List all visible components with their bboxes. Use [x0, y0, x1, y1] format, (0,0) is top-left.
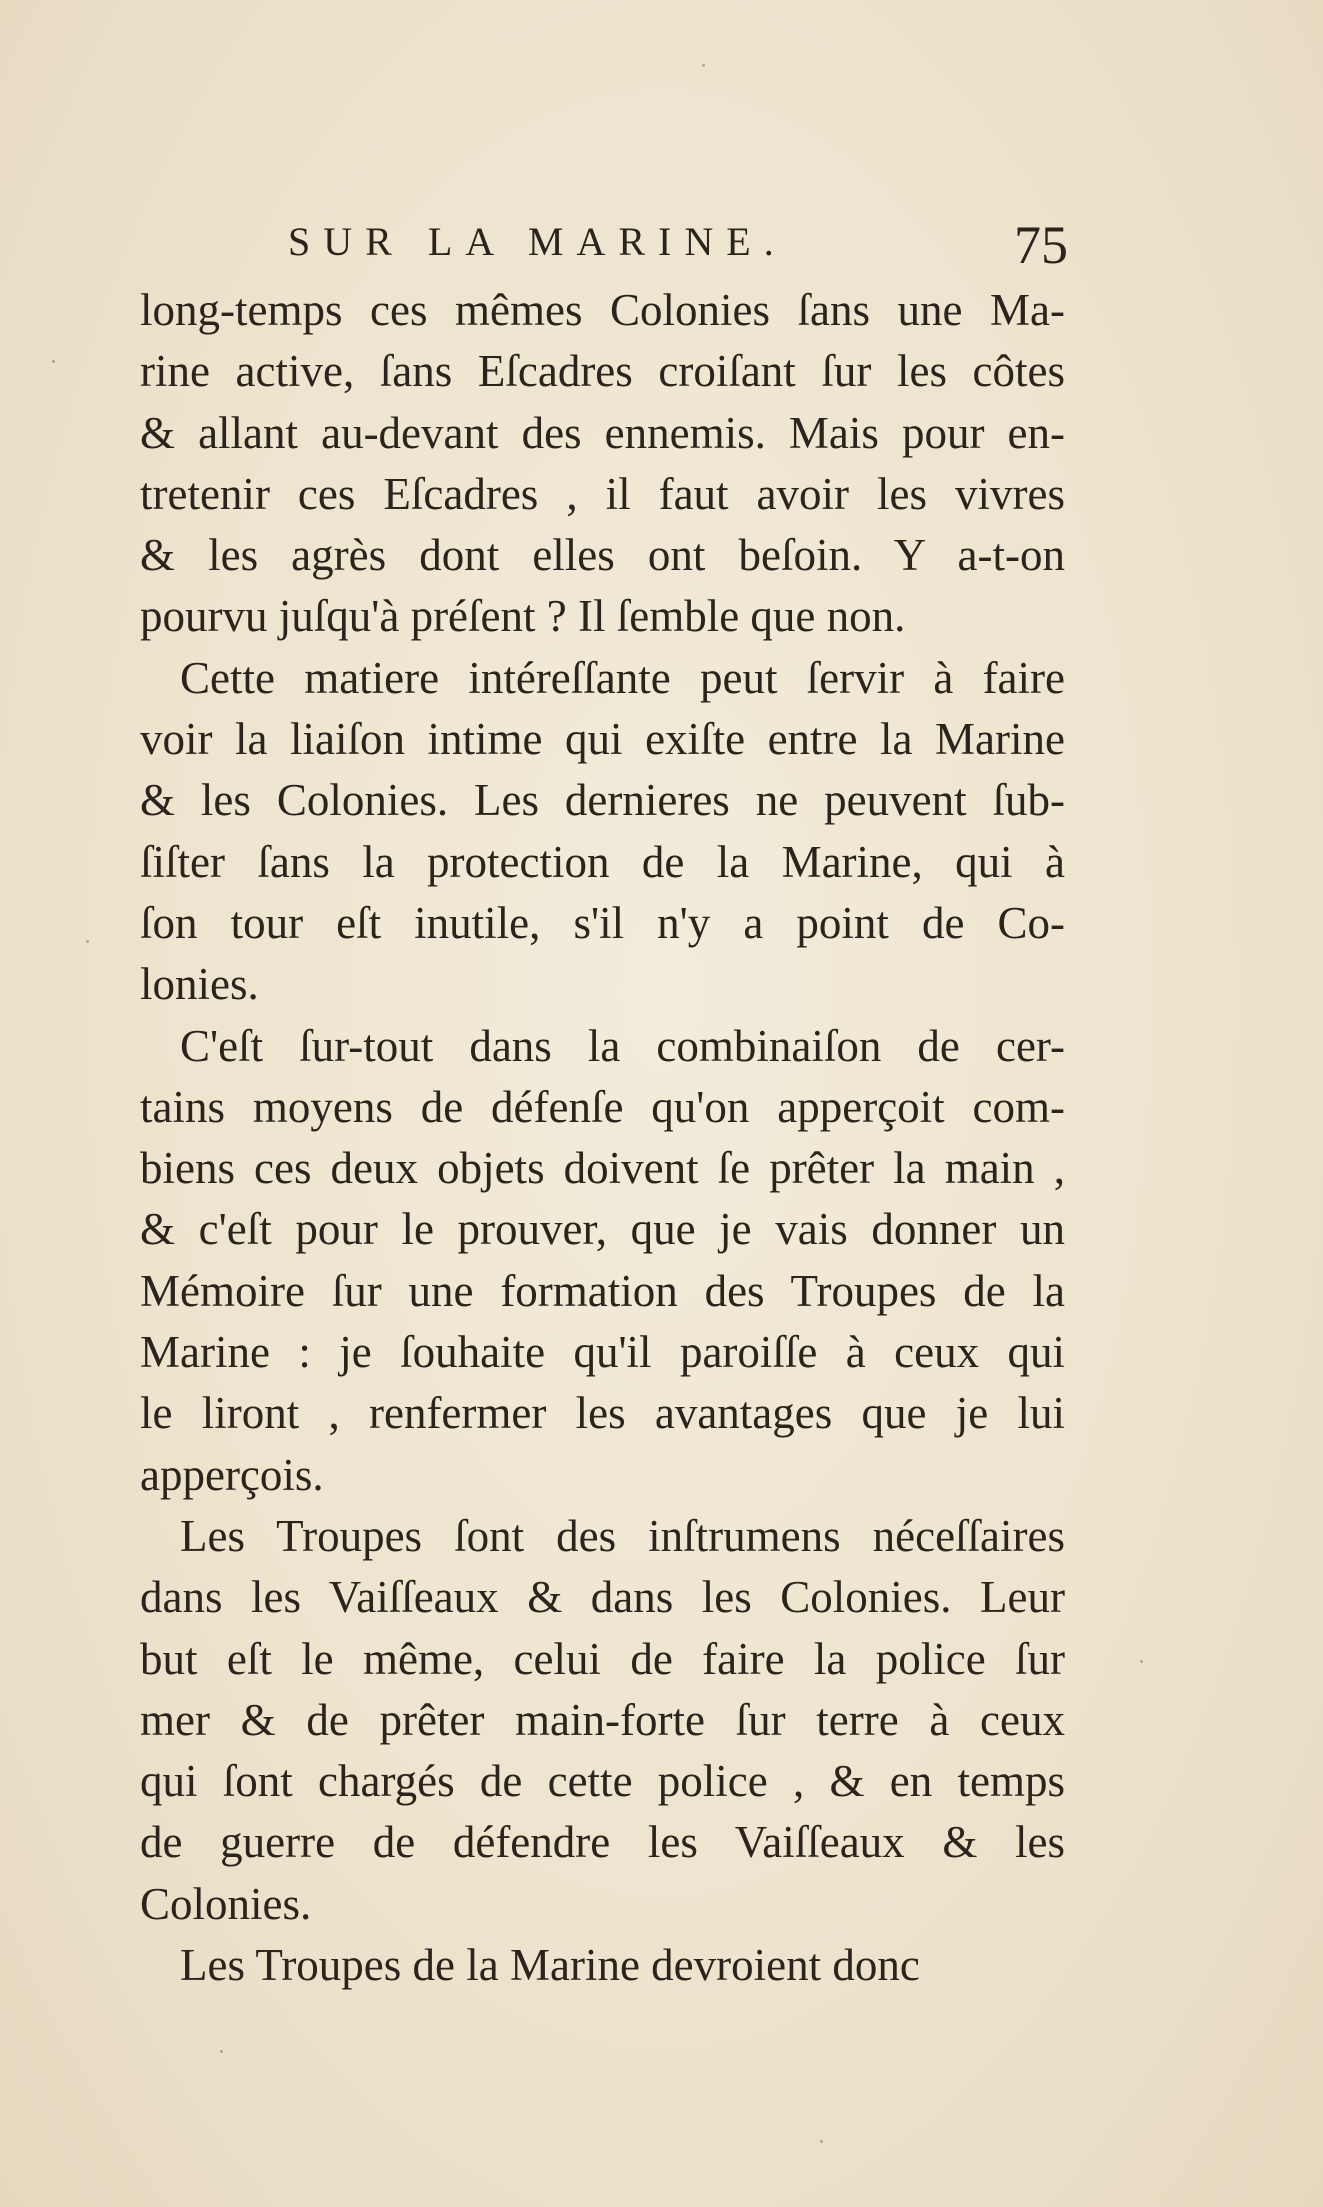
text-line: biens ces deux objets doivent ſe prêter la main , — [140, 1143, 1065, 1194]
page-number: 75 — [1014, 215, 1068, 275]
paper-speck — [52, 360, 55, 363]
text-line: apperçois. — [140, 1449, 324, 1500]
text-line: & c'eſt pour le prouver, que je vais donner un — [140, 1204, 1065, 1255]
paper-speck — [220, 2050, 223, 2053]
text-line: Les Troupes de la Marine devroient donc — [180, 1940, 920, 1991]
text-line: mer & de prêter main-forte ſur terre à ceux — [140, 1694, 1065, 1745]
body-text — [140, 280, 1065, 1996]
text-line: Les Troupes ſont des inſtrumens néceſſaires — [180, 1510, 1065, 1561]
text-line: but eſt le même, celui de faire la police ſur — [140, 1633, 1065, 1684]
text-line: & les agrès dont elles ont beſoin. Y a-t-on — [140, 530, 1065, 581]
text-line: & allant au-devant des ennemis. Mais pour en- — [140, 407, 1065, 458]
paper-speck — [820, 2140, 823, 2143]
text-line: tains moyens de défenſe qu'on apperçoit com- — [140, 1081, 1065, 1132]
text-line: qui ſont chargés de cette police , & en temps — [140, 1756, 1065, 1807]
paper-speck — [86, 940, 89, 943]
text-line: pourvu juſqu'à préſent ? Il ſemble que non. — [140, 591, 906, 642]
text-line: voir la liaiſon intime qui exiſte entre la Marine — [140, 714, 1065, 765]
text-line: tretenir ces Eſcadres , il faut avoir les vivres — [140, 468, 1065, 519]
text-line: Mémoire ſur une formation des Troupes de la — [140, 1265, 1065, 1316]
text-line: le liront , renfermer les avantages que je lui — [140, 1388, 1065, 1439]
text-line: dans les Vaiſſeaux & dans les Colonies. Leur — [140, 1572, 1065, 1623]
paper-speck — [1140, 1660, 1143, 1663]
running-title: SUR LA MARINE. — [288, 219, 787, 264]
text-line: de guerre de défendre les Vaiſſeaux & les — [140, 1817, 1065, 1868]
text-line: ſiſter ſans la protection de la Marine, qui à — [140, 836, 1065, 887]
text-line: Cette matiere intéreſſante peut ſervir à faire — [180, 652, 1065, 703]
paper-speck — [702, 64, 705, 67]
text-line: C'eſt ſur-tout dans la combinaiſon de cer- — [180, 1020, 1065, 1071]
text-line: & les Colonies. Les dernieres ne peuvent ſub- — [140, 775, 1065, 826]
text-line: Marine : je ſouhaite qu'il paroiſſe à ceux qui — [140, 1327, 1065, 1378]
text-line: Colonies. — [140, 1878, 312, 1929]
text-line: ſon tour eſt inutile, s'il n'y a point de Co- — [140, 897, 1065, 948]
text-line: lonies. — [140, 959, 259, 1010]
text-line: long-temps ces mêmes Colonies ſans une Ma- — [140, 285, 1065, 335]
page-header — [288, 215, 1088, 278]
text-line: rine active, ſans Eſcadres croiſant ſur les côtes — [140, 346, 1065, 397]
